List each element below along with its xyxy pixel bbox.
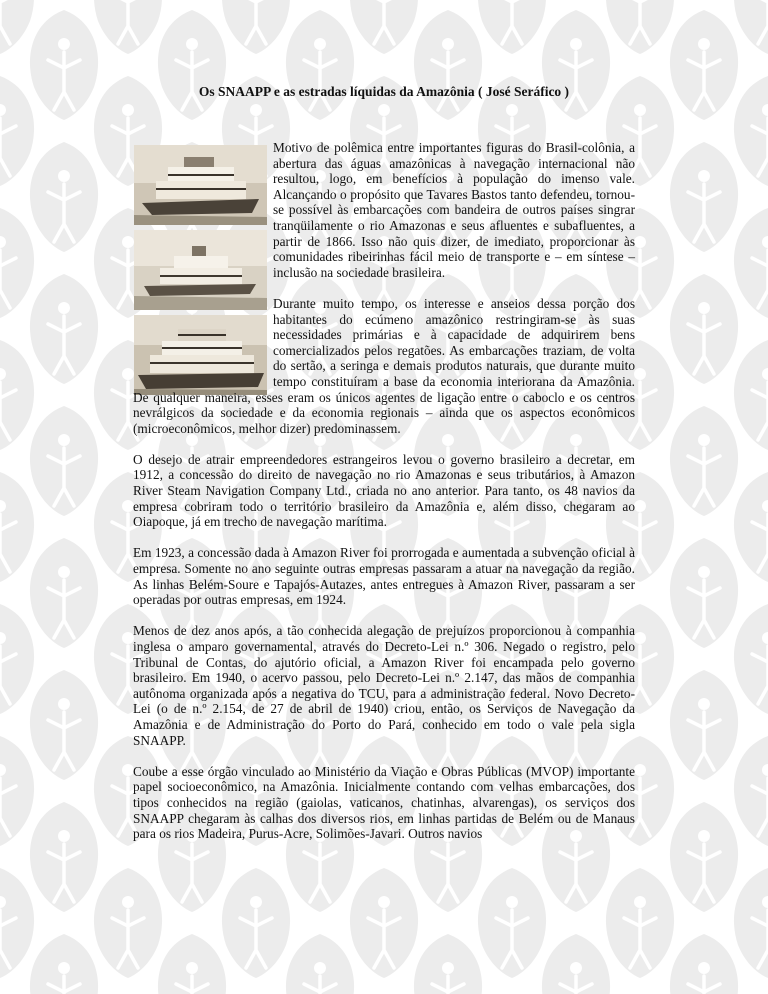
- article-body: [133, 140, 635, 857]
- paragraph-3: O desejo de atrair empreendedores estrangeiros levou o governo brasileiro a decretar, em 1912, a concessão do direito de navegação no rio Amazonas e seus tributários, à Amazon River Steam Navigation Company Ltd., criada no ano anterior. Para tanto, os 48 navios da empresa cobriram todo o território brasileiro da Amazônia e, além disso, chegaram ao Oiapoque, já em trecho de navegação marítima.: [133, 451, 635, 530]
- paragraph-2: Durante muito tempo, os interesse e anseios dessa porção dos habitantes do ecúmeno amazônico restringiram-se às suas necessidades primárias e à capacidade de adquirirem bens comercializados pelos regatões. As embarcações traziam, de volta do sertão, a seringa e demais produtos naturais, que durante muito tempo constituíram a base da economia interiorana da Amazônia. De qualquer maneira, esses eram os únicos agentes de ligação entre o caboclo e os centros nevrálgicos da sociedade e da economia regionais – ainda que os aspectos econômicos (microeconômicos, melhor dizer) predominassem.: [133, 295, 635, 436]
- paragraph-5: Menos de dez anos após, a tão conhecida alegação de prejuízos proporcionou à companhia inglesa o amparo governamental, através do Decreto-Lei n.º 306. Negado o registro, pelo Tribunal de Contas, do ajutório oficial, a Amazon River foi encampada pelo governo brasileiro. Em 1940, o acervo passou, pelo Decreto-Lei n.º 2.147, das mãos de companhia autônoma organizada após a negativa do TCU, para a administração federal. Novo Decreto-Lei (o de n.º 2.154, de 27 de abril de 1940) criou, então, os Serviços de Navegação da Amazônia e de Administração do Porto do Pará, conhecido em todo o vale pela sigla SNAAPP.: [133, 623, 635, 748]
- paragraph-1: Motivo de polêmica entre importantes figuras do Brasil-colônia, a abertura das águas amazônicas à navegação internacional não resultou, logo, em benefícios à população do imenso vale. Alcançando o propósito que Tavares Bastos tanto defendeu, tornou-se possível às embarcações com bandeira de outros países singrar tranqüilamente o rio Amazonas e seus afluentes e subafluentes, a partir de 1866. Isso não quis dizer, de imediato, proporcionar às comunidades ribeirinhas fácil meio de transporte e – em síntese – inclusão na sociedade brasileira.: [273, 140, 635, 280]
- paragraph-6: Coube a esse órgão vinculado ao Ministério da Viação e Obras Públicas (MVOP) importante papel socioeconômico, na Amazônia. Inicialmente contando com velhas embarcações, dos tipos conhecidos na região (gaiolas, vaticanos, chatinhas, alvarengas), os serviços dos SNAAPP chegaram às calhas dos diversos rios, em linhas partidas de Belém ou de Manaus para os rios Madeira, Purus-Acre, Solimões-Javari. Outros navios: [133, 763, 635, 842]
- photo-float-spacer: [133, 140, 273, 378]
- paragraph-4: Em 1923, a concessão dada à Amazon River foi prorrogada e aumentada a subvenção oficial à empresa. Somente no ano seguinte outras empresas passaram a atuar na navegação da região. As linhas Belém-Soure e Tapajós-Autazes, antes entregues à Amazon River, passaram a ser operadas por outras empresas, em 1924.: [133, 545, 635, 608]
- document-title: Os SNAAPP e as estradas líquidas da Amazônia ( José Seráfico ): [198, 84, 570, 99]
